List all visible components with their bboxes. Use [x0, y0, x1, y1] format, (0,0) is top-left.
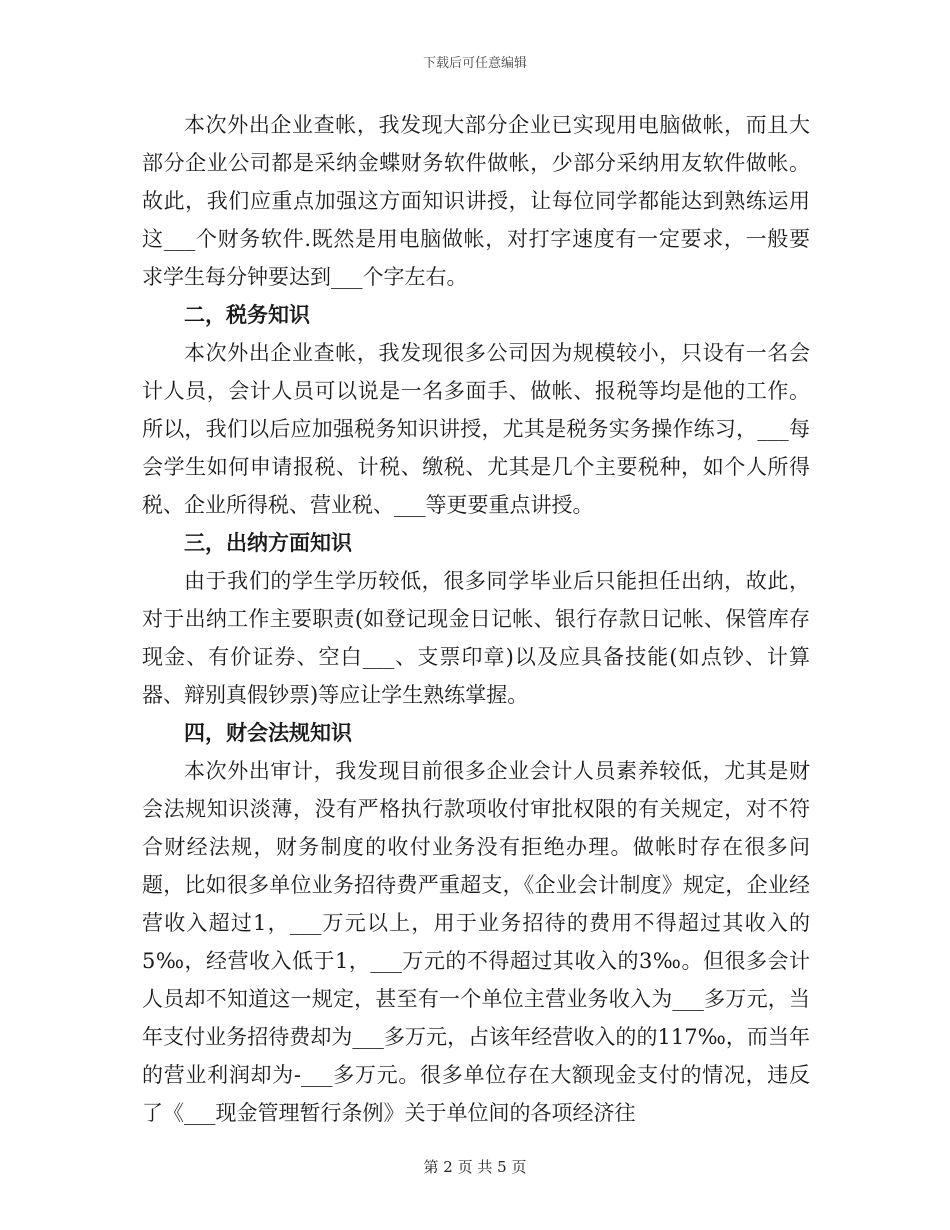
section-heading-tax: 二，税务知识: [184, 302, 310, 327]
paragraph-1: 本次外出企业查帐，我发现大部分企业已实现用电脑做帐，而且大部分企业公司都是采纳金蝶财务软件做帐，少部分采纳用友软件做帐。故此，我们应重点加强这方面知识讲授，让每位同学都能达到熟练运用这___个财务软件.既然是用电脑做帐，对打字速度有一定要求，一般要求学生每分钟要达到___个字左右。: [142, 113, 810, 289]
paragraph-4: 本次外出审计，我发现目前很多企业会计人员素养较低，尤其是财会法规知识淡薄，没有严格执行款项收付审批权限的有关规定，对不符合财经法规，财务制度的收付业务没有拒绝办理。做帐时存在很多问题，比如很多单位业务招待费严重超支，《企业会计制度》规定，企业经营收入超过1，___万元以上，用于业务招待的费用不得超过其收入的5‰，经营收入低于1，___万元的不得超过其收入的3‰。但很多会计人员却不知道这一规定，甚至有一个单位主营业务收入为___多万元，当年支付业务招待费却为___多万元，占该年经营收入的的117‰，而当年的营业利润却为-___多万元。很多单位存在大额现金支付的情况，违反了《___现金管理暂行条例》关于单位间的各项经济往: [142, 759, 810, 1125]
paragraph-2: 本次外出企业查帐，我发现很多公司因为规模较小，只设有一名会计人员，会计人员可以说是一名多面手、做帐、报税等均是他的工作。所以，我们以后应加强税务知识讲授，尤其是税务实务操作练习，___每会学生如何申请报税、计税、缴税、尤其是几个主要税种，如个人所得税、企业所得税、营业税、___等更要重点讲授。: [142, 341, 810, 517]
section-heading-cashier: 三，出纳方面知识: [184, 530, 352, 555]
page-header: 下载后可任意编辑: [422, 56, 527, 71]
page-number-footer: 第 2 页 共 5 页: [423, 1158, 527, 1176]
document-body: [142, 106, 810, 1132]
paragraph-3: 由于我们的学生学历较低，很多同学毕业后只能担任出纳，故此，对于出纳工作主要职责(如登记现金日记帐、银行存款日记帐、保管库存现金、有价证券、空白___、支票印章)以及应具备技能(如点钞、计算器、辩别真假钞票)等应让学生熟练掌握。: [142, 569, 810, 707]
section-heading-regulations: 四，财会法规知识: [184, 720, 352, 745]
